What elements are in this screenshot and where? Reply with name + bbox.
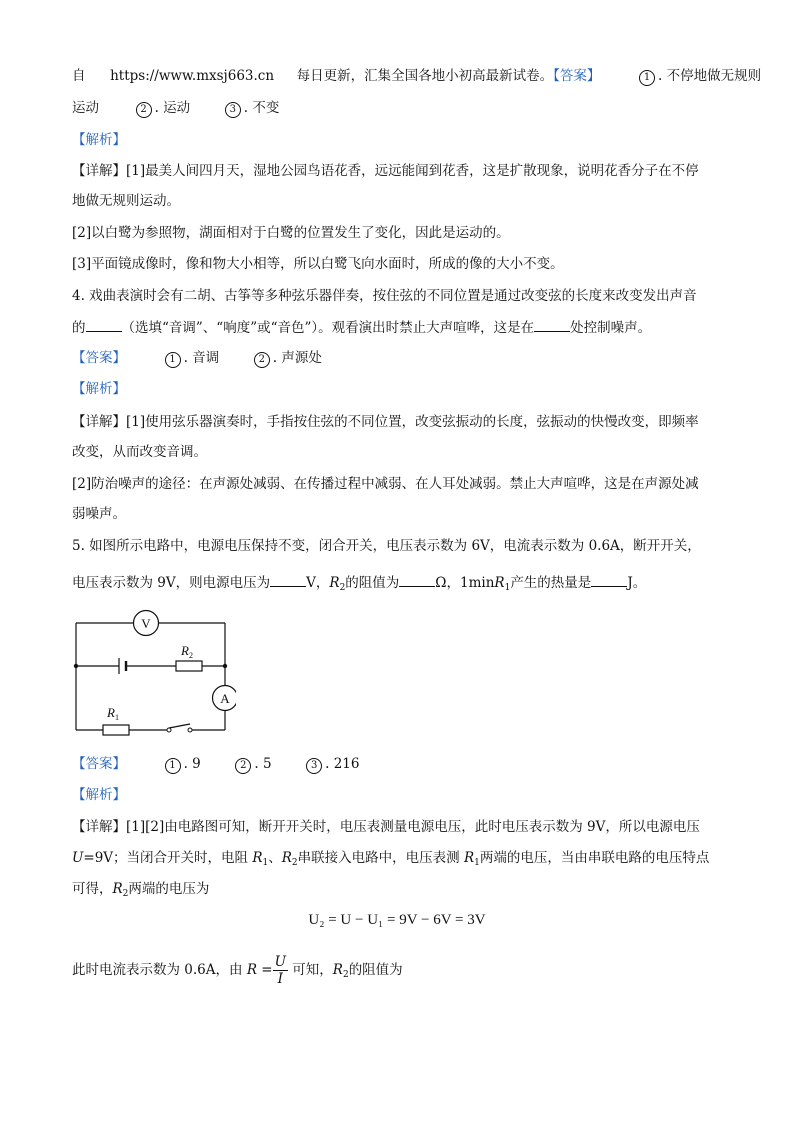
symbol-r: R: [281, 850, 292, 866]
answer-blank: [270, 572, 306, 587]
answer-tag: 【答案】: [553, 68, 601, 84]
question-stem: 4. 戏曲表演时会有二胡、古筝等多种弦乐器伴奏，按住弦的不同位置是通过改变弦的长度来改变发出声音: [72, 288, 697, 304]
symbol-r: R: [112, 881, 123, 897]
update-notice: 每日更新，汇集全国各地小初高最新试卷。: [296, 68, 554, 84]
answer-number: 2: [254, 352, 270, 368]
stem-text: 产生的热量是: [510, 575, 592, 591]
detail-text: 弱噪声。: [72, 506, 126, 522]
detail-text: 可得，: [72, 881, 113, 897]
answer-number: 2: [136, 102, 152, 118]
answer-text: . 音调: [183, 350, 220, 366]
detail-text: 的阻值为: [348, 962, 403, 978]
stem-text: （选填“音调”、“响度”或“音色”）。观看演出时禁止大声喧哗，这是在: [121, 320, 535, 336]
question-stem: 5. 如图所示电路中，电源电压保持不变，闭合开关，电压表示数为 6V，电流表示数为 0.6A，断开开关，: [72, 538, 701, 554]
symbol-sub: 2: [291, 858, 298, 868]
symbol-r: R: [252, 850, 263, 866]
battery-icon: [119, 658, 126, 674]
detail-line: [72, 879, 724, 904]
stem-text: Ω，1min: [435, 575, 495, 591]
symbol-sub: 1: [474, 858, 480, 868]
junction-dot: [74, 664, 78, 668]
detail-text: 【详解】[1]使用弦乐器演奏时，手指按住弦的不同位置，改变弦振动的长度，弦振动的快慢改变，即频率: [72, 414, 699, 430]
answer-number: 1: [639, 70, 655, 86]
junction-dot: [223, 664, 227, 668]
answer-text: . 运动: [154, 100, 191, 116]
answer-text: . 9: [183, 756, 201, 772]
answer-number: 1: [165, 758, 181, 774]
answer-text: . 不变: [243, 100, 280, 116]
detail-text: 改变，从而改变音调。: [72, 444, 207, 460]
detail-text: 串联接入电路中，电压表测: [297, 850, 464, 866]
answer-text: . 不停地做无规则: [658, 68, 762, 84]
answer-number: 1: [165, 352, 181, 368]
answer-line: [72, 348, 724, 368]
analysis-tag: 【解析】: [72, 787, 126, 803]
detail-line: [72, 848, 724, 873]
symbol-sub: 2: [342, 970, 349, 980]
detail-text: =9V；当闭合开关时，电阻: [83, 850, 253, 866]
symbol-sub: 2: [339, 583, 346, 593]
detail-text: 【详解】[1]最美人间四月天，湿地公园鸟语花香，远远能闻到花香，这是扩散现象，说明花香分子在不停: [72, 163, 699, 179]
answer-blank: [534, 317, 570, 332]
switch-contact: [188, 728, 192, 732]
detail-text: 此时电流表示数为 0.6A，由: [72, 962, 247, 978]
answer-text: . 5: [254, 756, 272, 772]
resistor-r2: [176, 661, 202, 671]
formula-u2: U₂ = U − U₁ = 9V − 6V = 3V: [308, 912, 486, 928]
symbol-sub: 2: [122, 889, 129, 899]
answer-number: 3: [225, 102, 241, 118]
answer-text-cont: 运动: [72, 100, 99, 116]
answer-blank: [399, 572, 435, 587]
analysis-tag: 【解析】: [72, 132, 126, 148]
source-url[interactable]: https://www.mxsj663.cn: [110, 68, 275, 84]
detail-text: [3]平面镜成像时，像和物大小相等，所以白鹭飞向水面时，所成的像的大小不变。: [72, 256, 564, 272]
stem-text: 处控制噪声。: [570, 320, 652, 336]
answer-line: [72, 98, 724, 118]
detail-text: 可知，: [287, 962, 333, 978]
symbol-sub: 1: [504, 583, 511, 593]
answer-tag: 【答案】: [72, 350, 126, 366]
analysis-tag: 【解析】: [72, 381, 126, 397]
ammeter-label: A: [220, 691, 230, 706]
formula-lhs: R =: [246, 962, 273, 978]
symbol-r: R: [494, 575, 505, 591]
answer-blank: [591, 572, 627, 587]
r2-label: $R_2$: [181, 643, 193, 660]
stem-text: 的阻值为: [345, 575, 400, 591]
detail-text: 两端的电压，当由串联电路的电压特点: [479, 850, 710, 866]
detail-text: [2]防治噪声的途径：在声源处减弱、在传播过程中减弱、在人耳处减弱。禁止大声喧哗，这是在声源处减: [72, 476, 699, 492]
answer-line: [72, 754, 724, 774]
answer-text: . 216: [325, 756, 360, 772]
answer-number: 2: [235, 758, 251, 774]
question-stem-line: [72, 572, 724, 598]
r1-label: $R_1$: [107, 705, 119, 722]
detail-text: 【详解】[1][2]由电路图可知，断开开关时，电压表测量电源电压，此时电压表示数为 9V，所以电源电压: [72, 819, 700, 835]
answer-number: 3: [306, 758, 322, 774]
stem-text: V，: [306, 575, 330, 591]
answer-text: . 声源处: [272, 350, 322, 366]
detail-text: 两端的电压为: [128, 881, 210, 897]
answer-tag: 【答案】: [72, 756, 126, 772]
detail-line: [72, 953, 724, 992]
answer-blank: [86, 317, 122, 332]
stem-text: 的: [72, 320, 86, 336]
detail-text: [2]以白鹭为参照物，湖面相对于白鹭的位置发生了变化，因此是运动的。: [72, 225, 510, 241]
fraction-numerator: U: [274, 954, 286, 970]
header-line: [72, 66, 762, 86]
voltmeter-label: V: [141, 616, 151, 631]
detail-text: 地做无规则运动。: [72, 193, 180, 209]
detail-text: 、: [268, 850, 282, 866]
symbol-r: R: [463, 850, 475, 866]
fraction-u-over-i: [273, 954, 288, 987]
switch-contact: [167, 728, 171, 732]
question-stem-line: [72, 317, 724, 338]
symbol-sub: 1: [262, 858, 269, 868]
symbol-u: U: [72, 850, 84, 866]
circuit-diagram: [66, 607, 236, 739]
header-prefix: 自: [72, 68, 86, 84]
stem-text: 电压表示数为 9V，则电源电压为: [72, 575, 271, 591]
fraction-denominator: I: [277, 971, 283, 987]
symbol-r: R: [329, 575, 340, 591]
symbol-r: R: [332, 962, 343, 978]
resistor-r1: [103, 725, 129, 735]
stem-text: J。: [627, 575, 647, 591]
